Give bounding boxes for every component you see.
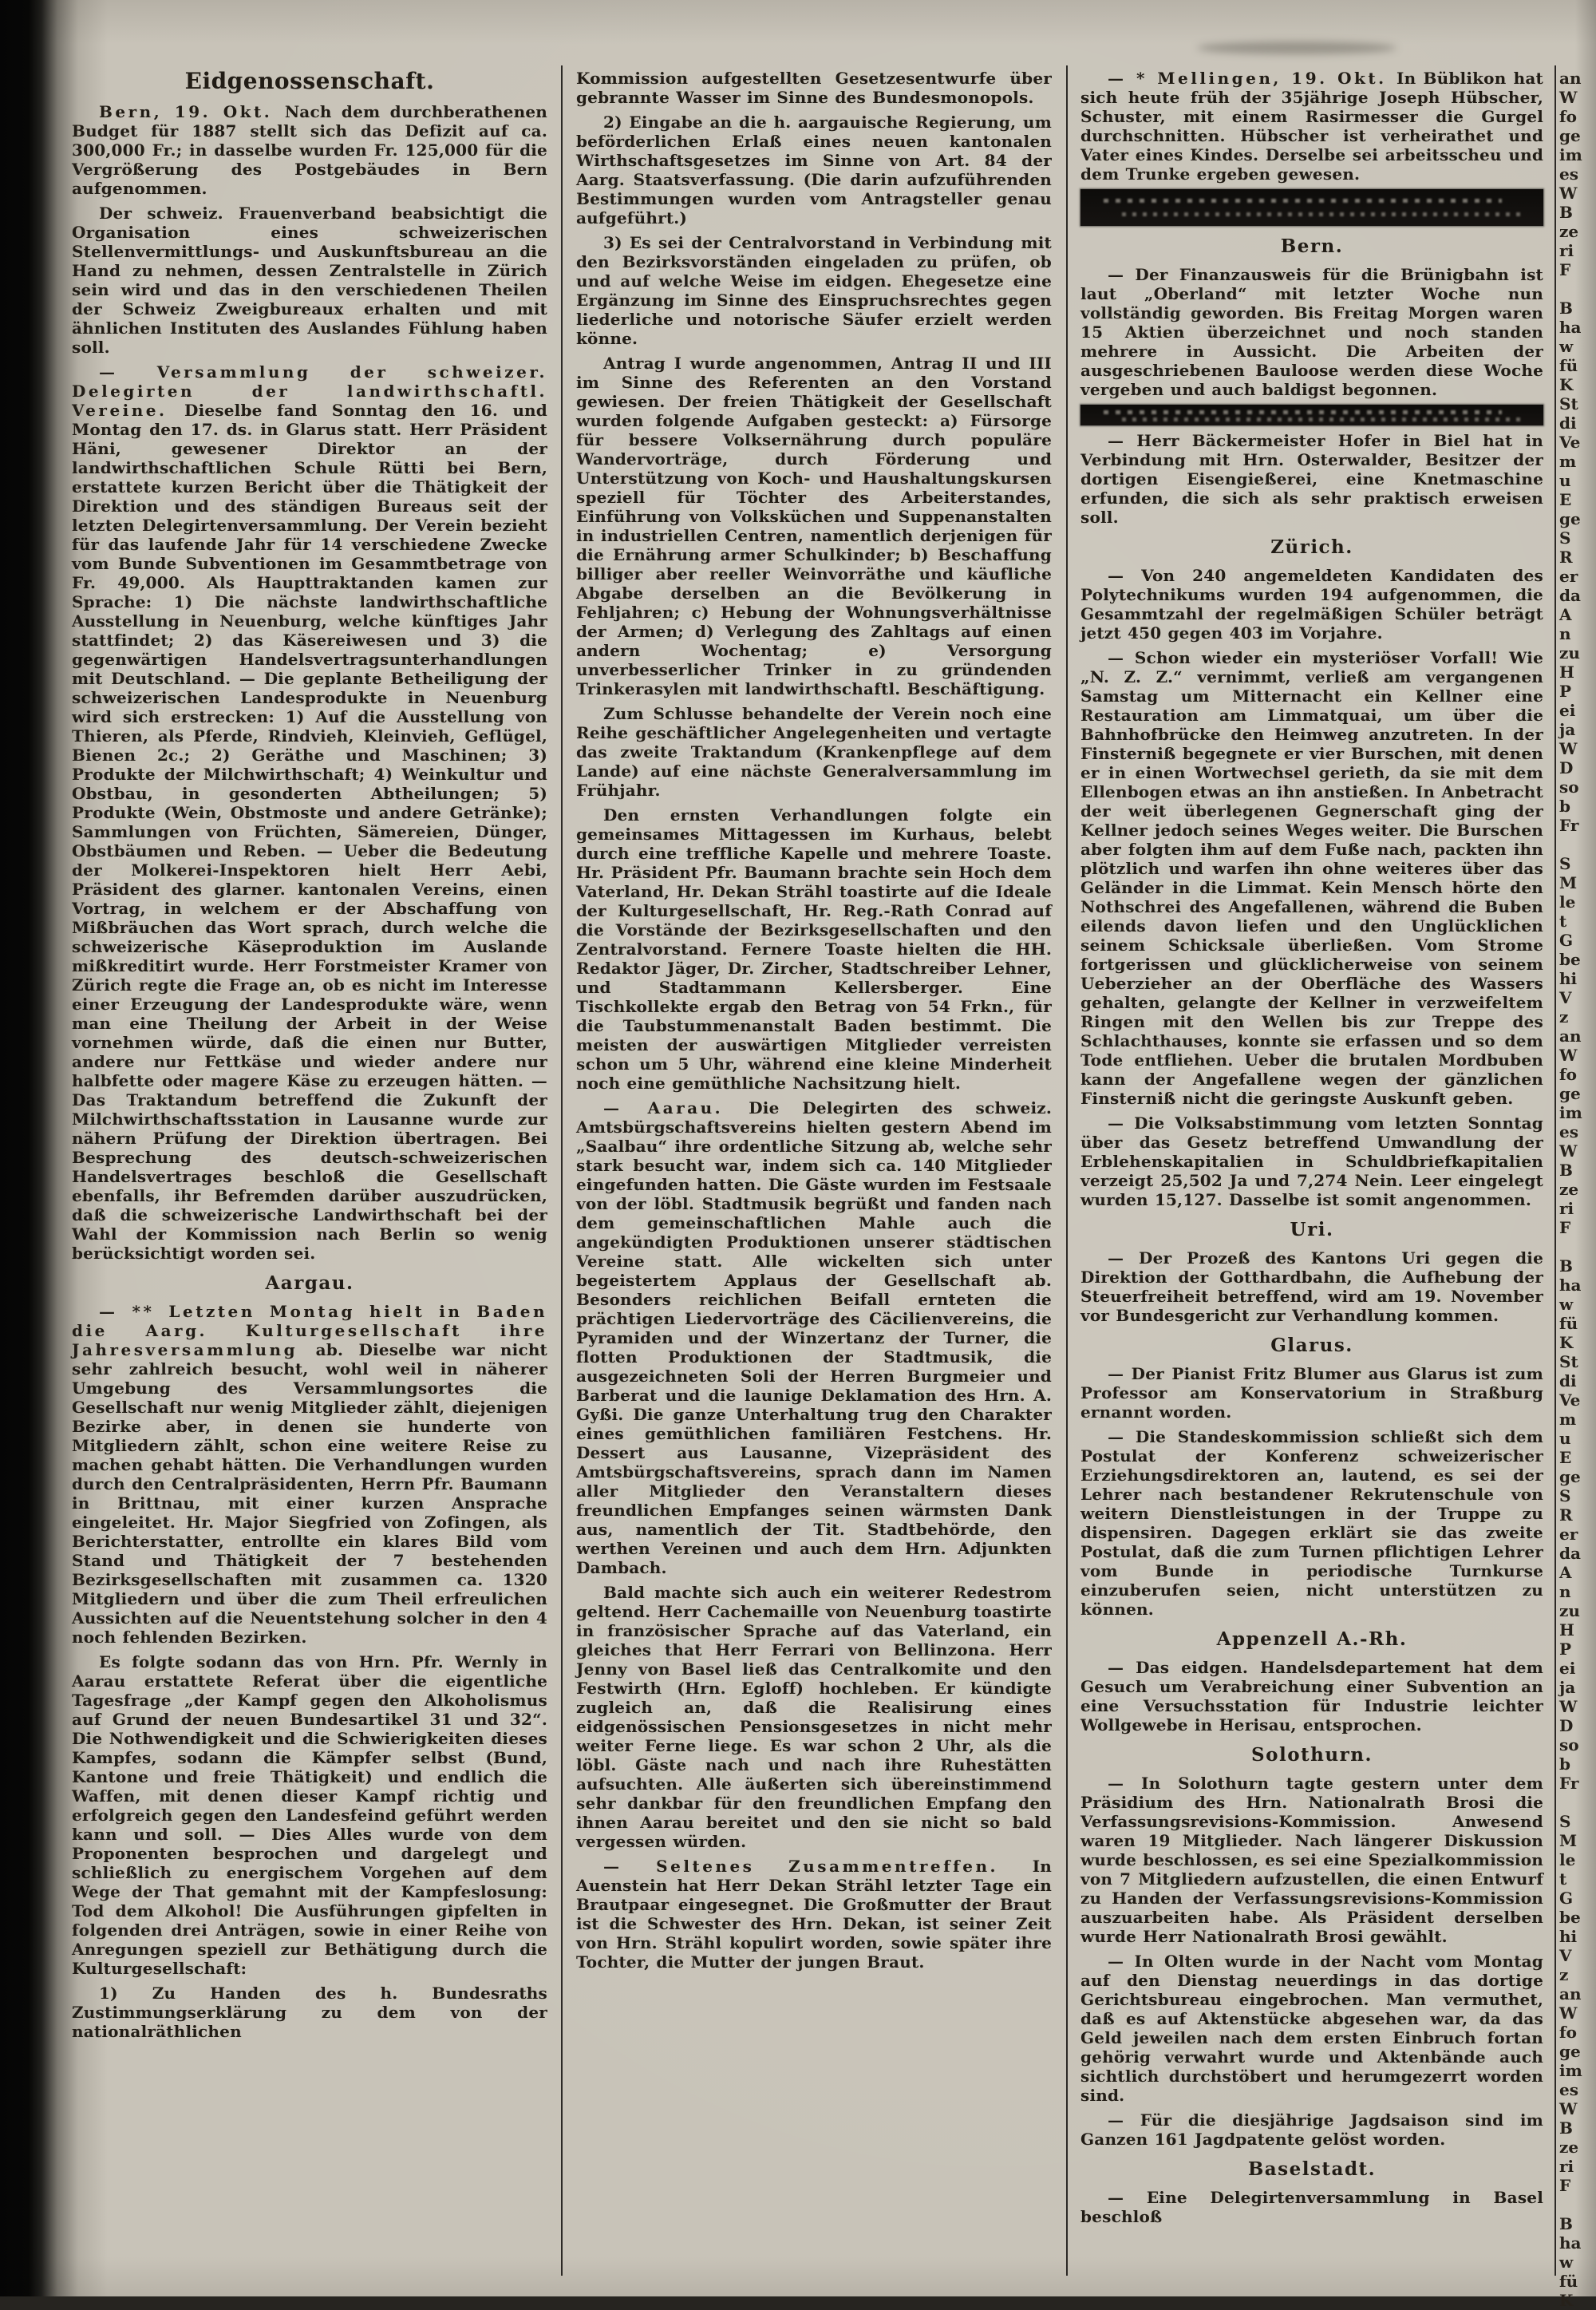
edge-text-fragment: t: [1559, 1869, 1567, 1889]
edge-text-fragment: B: [1559, 203, 1573, 222]
section-heading: Glarus.: [1270, 1335, 1353, 1356]
edge-text-fragment: F: [1559, 1218, 1571, 1237]
edge-text-fragment: A: [1559, 1563, 1572, 1582]
edge-text-fragment: le: [1559, 892, 1576, 912]
edge-text-fragment: ge: [1559, 1084, 1581, 1103]
edge-text-fragment: B: [1559, 2214, 1573, 2233]
edge-text-fragment: ze: [1559, 2138, 1579, 2157]
edge-text-fragment: m: [1559, 1410, 1577, 1429]
edge-text-fragment: Ve: [1559, 433, 1581, 452]
edge-text-fragment: es: [1559, 164, 1578, 184]
article-paragraph: Kommission aufgestellten Gesetzesentwurfe über gebrannte Wasser im Sinne des Bundesmonopols.: [576, 69, 1052, 107]
edge-text-fragment: B: [1559, 299, 1573, 318]
text-column-1: [72, 69, 547, 2047]
edge-text-fragment: Ve: [1559, 1390, 1581, 1410]
article-paragraph: — Herr Bäckermeister Hofer in Biel hat in Verbindung mit Hrn. Osterwalder, Besitzer der dortigen Eisengießerei, eine Knetmaschine erfunden, die sich als sehr praktisch erweisen soll.: [1080, 431, 1543, 527]
torn-edge-column: [1559, 69, 1596, 2310]
edge-text-fragment: da: [1559, 1544, 1581, 1563]
edge-text-fragment: V: [1559, 988, 1572, 1007]
edge-text-fragment: n: [1559, 624, 1571, 643]
edge-text-fragment: z: [1559, 1965, 1569, 1984]
edge-text-fragment: er: [1559, 567, 1578, 586]
edge-text-fragment: im: [1559, 1103, 1582, 1122]
edge-text-fragment: W: [1559, 739, 1578, 758]
edge-text-fragment: E: [1559, 1448, 1572, 1467]
edge-text-fragment: F: [1559, 260, 1571, 279]
edge-text-fragment: ja: [1559, 1678, 1576, 1697]
edge-text-fragment: fü: [1559, 356, 1578, 375]
edge-text-fragment: [1559, 1793, 1596, 1812]
edge-text-fragment: W: [1559, 2003, 1578, 2023]
section-heading: Uri.: [1290, 1219, 1334, 1240]
edge-text-fragment: fo: [1559, 2023, 1577, 2042]
edge-text-fragment: zu: [1559, 643, 1580, 663]
edge-text-fragment: fü: [1559, 2272, 1578, 2291]
edge-text-fragment: A: [1559, 605, 1572, 624]
edge-text-fragment: im: [1559, 145, 1582, 164]
edge-text-fragment: ge: [1559, 126, 1581, 145]
emphasized-lead: Bern, 19. Okt.: [99, 102, 285, 121]
edge-text-fragment: m: [1559, 452, 1577, 471]
edge-text-fragment: G: [1559, 1889, 1574, 1908]
edge-text-fragment: H: [1559, 663, 1574, 682]
edge-text-fragment: es: [1559, 2080, 1578, 2099]
edge-text-fragment: ha: [1559, 2233, 1582, 2253]
article-paragraph: — In Solothurn tagte gestern unter dem Präsidium des Hrn. Nationalrath Brosi die Verfassungsrevisions-Kommission. Anwesend waren 19 Mitglieder. Nach längerer Diskussion wurde beschlossen, es sei eine Spezialkommission von 7 Mitgliedern aufzustellen, die einen Entwurf zu Handen der Verfassungsrevisions-Kommission auszuarbeiten habe. Als Präsident derselben wurde Herr Nationalrath Brosi gewählt.: [1080, 1774, 1543, 1946]
edge-text-fragment: E: [1559, 490, 1572, 509]
edge-text-fragment: St: [1559, 394, 1578, 413]
edge-text-fragment: n: [1559, 1582, 1571, 1601]
article-paragraph: — * Mellingen, 19. Okt. In Büblikon hat sich heute früh der 35jährige Joseph Hübscher, Schuster, mit einem Rasirmesser die Gurgel durchschnitten. Hübscher ist verheirathet und Vater eines Kindes. Derselbe sei arbeitsscheu und dem Trunke ergeben gewesen.: [1080, 69, 1543, 184]
edge-text-fragment: zu: [1559, 1601, 1580, 1620]
emphasized-lead: — * Mellingen, 19. Okt.: [1108, 69, 1397, 88]
scan-artifact-band: [1080, 189, 1543, 226]
edge-text-fragment: D: [1559, 1716, 1574, 1735]
edge-text-fragment: P: [1559, 682, 1572, 701]
edge-text-fragment: hi: [1559, 969, 1578, 988]
edge-text-fragment: ja: [1559, 720, 1576, 739]
ink-smudge: [1197, 42, 1396, 54]
article-paragraph: — Für die diesjährige Jagdsaison sind im Ganzen 161 Jagdpatente gelöst worden.: [1080, 2110, 1543, 2149]
edge-text-fragment: W: [1559, 1697, 1578, 1716]
edge-text-fragment: im: [1559, 2061, 1582, 2080]
article-paragraph: Antrag I wurde angenommen, Antrag II und III im Sinne des Referenten an den Vorstand gewiesen. Der freien Thätigkeit der Gesellschaft wurden folgende Aufgaben gesteckt: a) Fürsorge für bessere Volksernährung durch populäre Wandervorträge, durch Förderung und Unterstützung von Koch- und Haushaltungskursen speziell für Töchter des Arbeiterstandes, Einführung von Volksküchen und Suppenanstalten in industriellen Centren, namentlich derjenigen für die Ernährung armer Schulkinder; b) Beschaffung billiger aber reeller Weinvorräthe und käufliche Abgabe derselben an die Bevölkerung in Fehljahren; c) Hebung der Wohnungsverhältnisse der Armen; d) Verlegung des Zahltags auf einen andern Wochentag; e) Versorgung unverbesserlicher Trinker in zu gründenden Trinkerasylen mit landwirthschaftl. Beschäftigung.: [576, 354, 1052, 698]
article-paragraph: — Seltenes Zusammentreffen. In Auenstein hat Herr Dekan Strähl letzter Tage ein Brautpaar eingesegnet. Die Großmutter der Braut ist die Schwester des Hrn. Dekan, ist seiner Zeit von Hrn. Strähl kopulirt worden, sowie später ihre Tochter, die Mutter der jungen Braut.: [576, 1857, 1052, 1972]
edge-text-fragment: B: [1559, 1161, 1573, 1180]
edge-text-fragment: da: [1559, 586, 1581, 605]
edge-text-fragment: S: [1559, 1486, 1571, 1505]
edge-text-fragment: Fr: [1559, 1774, 1579, 1793]
edge-text-fragment: er: [1559, 1525, 1578, 1544]
edge-text-fragment: W: [1559, 184, 1578, 203]
article-paragraph: 2) Eingabe an die h. aargauische Regierung, um beförderlichen Erlaß eines neuen kantonalen Wirthschaftsgesetzes im Sinne von Art. 84 der Aarg. Staatsverfassung. (Die darin aufzuführenden Bestimmungen wurden vom Antragsteller genau aufgeführt.): [576, 113, 1052, 227]
edge-text-fragment: K: [1559, 1333, 1574, 1352]
edge-text-fragment: V: [1559, 1946, 1572, 1965]
edge-text-fragment: [1559, 2195, 1596, 2214]
article-paragraph: 3) Es sei der Centralvorstand in Verbindung mit den Bezirksvorständen eingeladen zu prüfen, ob und auf welche Weise im eidgen. Ehegesetze eine Ergänzung im Sinne des Einspruchsrechtes gegen liederliche und notorische Säufer erzielt werden könne.: [576, 233, 1052, 348]
edge-text-fragment: K: [1559, 375, 1574, 394]
article-paragraph: 1) Zu Handen des h. Bundesraths Zustimmungserklärung zu dem von der nationalräthlichen: [72, 1984, 547, 2041]
emphasized-lead: — Seltenes Zusammentreffen.: [603, 1857, 1033, 1876]
edge-text-fragment: fo: [1559, 1065, 1577, 1084]
edge-text-fragment: fü: [1559, 1314, 1578, 1333]
article-paragraph: Zum Schlusse behandelte der Verein noch eine Reihe geschäftlicher Angelegenheiten und vertagte das zweite Traktandum (Krankenpflege auf dem Lande) auf eine nächste Generalversammlung im Frühjahr.: [576, 704, 1052, 800]
article-paragraph: — Schon wieder ein mysteriöser Vorfall! Wie „N. Z. Z.“ vernimmt, verließ am vergangenen Samstag um Mitternacht ein Kellner eine Restauration am Limmatquai, um über die Bahnhofbrücke den Heimweg anzutreten. In der Finsterniß begegnete er vier Burschen, mit denen er in einen Wortwechsel gerieth, da sie mit dem Ellenbogen etwas an ihn anstießen. In Anbetracht der weit überlegenen Gegnerschaft ging der Kellner jedoch seines Weges weiter. Die Burschen aber folgten ihm auf dem Fuße nach, packten ihn plötzlich und warfen ihn ohne weiteres über das Geländer in die Limmat. Kein Mensch hörte den Nothschrei des Angefallenen, während die Buben eilends davon liefen und den Unglücklichen seinem Schicksale überließen. Vom Strome fortgerissen und glücklicherweise von seinem Ueberzieher an der Oberfläche des Wassers gehalten, gelangte der Kellner in verzweifeltem Ringen mit den Wellen bis zur Treppe des Schlachthauses, konnte sie erfassen und so dem Tode entfliehen. Ueber die brutalen Mordbuben kann der Angefallene wegen der gänzlichen Finsterniß nicht die geringste Auskunft geben.: [1080, 648, 1543, 1108]
edge-text-fragment: ze: [1559, 222, 1579, 241]
edge-text-fragment: ei: [1559, 701, 1576, 720]
edge-text-fragment: ze: [1559, 1180, 1579, 1199]
edge-text-fragment: R: [1559, 1505, 1573, 1525]
edge-text-fragment: S: [1559, 1812, 1571, 1831]
edge-text-fragment: w: [1559, 1295, 1574, 1314]
edge-text-fragment: S: [1559, 528, 1571, 548]
edge-text-fragment: S: [1559, 854, 1571, 873]
article-paragraph: — Der Finanzausweis für die Brünigbahn ist laut „Oberland“ mit letzter Woche nun vollständig geworden. Bis Freitag Morgen waren 15 Aktien überzeichnet und noch standen mehrere in Aussicht. Die Arbeiten der ausgeschriebenen Bauloose werden diese Woche vergeben und auch baldigst begonnen.: [1080, 265, 1543, 399]
section-heading: Solothurn.: [1251, 1744, 1373, 1766]
edge-text-fragment: b: [1559, 1754, 1570, 1774]
edge-text-fragment: W: [1559, 1141, 1578, 1161]
section-heading: Bern.: [1280, 235, 1344, 257]
scan-artifact-band: [1080, 405, 1543, 425]
edge-text-fragment: ge: [1559, 2042, 1581, 2061]
edge-text-fragment: ha: [1559, 1276, 1582, 1295]
article-paragraph: — Eine Delegirtenversammlung in Basel beschloß: [1080, 2188, 1543, 2226]
edge-text-fragment: F: [1559, 2176, 1571, 2195]
edge-text-fragment: [1559, 1237, 1596, 1256]
edge-text-fragment: K: [1559, 2291, 1574, 2310]
edge-text-fragment: D: [1559, 758, 1574, 777]
article-paragraph: — Die Volksabstimmung vom letzten Sonntag über das Gesetz betreffend Umwandlung der Erblehenskapitalien in Schuldbriefkapitalien verzeigt 25,502 Ja und 7,274 Nein. Leer eingelegt wurden 15,127. Dasselbe ist somit angenommen.: [1080, 1113, 1543, 1209]
edge-text-fragment: es: [1559, 1122, 1578, 1141]
edge-text-fragment: R: [1559, 548, 1573, 567]
edge-text-fragment: W: [1559, 2099, 1578, 2118]
article-paragraph: Bern, 19. Okt. Nach dem durchberathenen Budget für 1887 stellt sich das Defizit auf ca. 300,000 Fr.; in dasselbe wurden Fr. 125,000 für die Vergrößerung des Postgebäudes in Bern aufgenommen.: [72, 102, 547, 198]
edge-text-fragment: W: [1559, 1046, 1578, 1065]
edge-text-fragment: G: [1559, 931, 1574, 950]
edge-text-fragment: ri: [1559, 1199, 1574, 1218]
article-paragraph: — ** Letzten Montag hielt in Baden die Aarg. Kulturgesellschaft ihre Jahresversammlung ab. Dieselbe war nicht sehr zahlreich besucht, wohl weil in näherer Umgebung des Versammlungsortes die Gesellschaft nur wenig Mitglieder zählt, diejenigen Bezirke aber, in denen sie hunderte von Mitgliedern zählt, schon eine weitere Reise zu machen gehabt hätten. Die Verhandlungen wurden durch den Centralpräsidenten, Herrn Pfr. Baumann in Brittnau, mit einer kurzen Ansprache eingeleitet. Hr. Major Siegfried von Zofingen, als Berichterstatter, entrollte ein klares Bild vom Stand und Thätigkeit der 7 bestehenden Bezirksgesellschaften mit zusammen ca. 1320 Mitgliedern und über die zum Theil erfreulichen Aussichten auf die Neuentstehung solcher in den 4 noch fehlenden Bezirken.: [72, 1302, 547, 1647]
edge-text-fragment: ha: [1559, 318, 1582, 337]
edge-text-fragment: M: [1559, 873, 1578, 892]
edge-text-fragment: di: [1559, 1371, 1577, 1390]
edge-text-fragment: ei: [1559, 1659, 1576, 1678]
article-paragraph: — In Olten wurde in der Nacht vom Montag auf den Dienstag neuerdings in das dortige Gerichtsbureau eingebrochen. Man vermuthet, daß es auf Aktenstücke abgesehen war, da das Geld jeweilen nach dem ersten Einbruch fortan gehörig verwahrt wurde und Aktenbände auch sichtlich durchstöbert und herumgezerrt worden sind.: [1080, 1952, 1543, 2105]
edge-text-fragment: [1559, 835, 1596, 854]
edge-text-fragment: [1559, 279, 1596, 299]
edge-text-fragment: B: [1559, 2118, 1573, 2138]
edge-text-fragment: M: [1559, 1831, 1578, 1850]
edge-text-fragment: t: [1559, 912, 1567, 931]
edge-text-fragment: ge: [1559, 509, 1581, 528]
article-paragraph: Der schweiz. Frauenverband beabsichtigt die Organisation eines schweizerischen Stellenvermittlungs- und Auskunftsbureau an die Hand zu nehmen, dessen Zentralstelle in Zürich sein wird und das in den verschiedenen Theilen der Schweiz Zweigbureaux erhalten und mit ähnlichen Instituten des Auslandes Fühlung haben soll.: [72, 204, 547, 357]
edge-text-fragment: le: [1559, 1850, 1576, 1869]
edge-text-fragment: be: [1559, 1908, 1581, 1927]
column-divider: [1555, 65, 1556, 2276]
edge-text-fragment: z: [1559, 1007, 1569, 1026]
text-column-2: [576, 69, 1052, 1977]
edge-text-fragment: P: [1559, 1640, 1572, 1659]
article-paragraph: — Der Pianist Fritz Blumer aus Glarus ist zum Professor am Konservatorium in Straßburg ernannt worden.: [1080, 1364, 1543, 1422]
section-heading: Zürich.: [1270, 536, 1353, 558]
edge-text-fragment: b: [1559, 797, 1570, 816]
emphasized-lead: — Versammlung der schweizer. Delegirten der landwirthschaftl. Vereine.: [72, 362, 547, 420]
article-paragraph: — Das eidgen. Handelsdepartement hat dem Gesuch um Verabreichung einer Subvention an eine Versuchsstation für Industrie leichter Wollgewebe in Herisau, entsprochen.: [1080, 1658, 1543, 1734]
edge-text-fragment: an: [1559, 69, 1582, 88]
edge-text-fragment: an: [1559, 1026, 1582, 1046]
section-heading: Baselstadt.: [1247, 2158, 1377, 2180]
edge-text-fragment: di: [1559, 413, 1577, 433]
article-paragraph: Es folgte sodann das von Hrn. Pfr. Wernly in Aarau erstattete Referat über die eigentliche Tagesfrage „der Kampf gegen den Alkoholismus auf Grund der neuen Bundesartikel 31 und 32“. Die Nothwendigkeit und die Schwierigkeiten dieses Kampfes, sodann die Kämpfer selbst (Bund, Kantone und freie Thätigkeit) und endlich die Waffen, mit denen dieser Kampf richtig und erfolgreich gegen den Landesfeind geführt werden kann und soll. — Dies Alles wurde von dem Proponenten besprochen und dargelegt und schließlich zu energischem Vorgehen auf dem Wege der That gemahnt mit der Kampfeslosung: Tod dem Alkohol! Die Ausführungen gipfelten in folgenden drei Anträgen, sowie in einer Reihe von Anregungen speziell zur Bethätigung durch die Kulturgesellschaft:: [72, 1652, 547, 1978]
section-heading: Aargau.: [265, 1272, 354, 1294]
edge-text-fragment: Fr: [1559, 816, 1579, 835]
article-paragraph: — Der Prozeß des Kantons Uri gegen die Direktion der Gotthardbahn, die Aufhebung der Steuerfreiheit betreffend, wird am 19. November vor Bundesgericht zur Verhandlung kommen.: [1080, 1248, 1543, 1325]
edge-text-fragment: ge: [1559, 1467, 1581, 1486]
edge-text-fragment: be: [1559, 950, 1581, 969]
edge-text-fragment: so: [1559, 1735, 1579, 1754]
article-paragraph: Bald machte sich auch ein weiterer Redestrom geltend. Herr Cachemaille von Neuenburg toastirte in französischer Sprache auf das Vaterland, ein gleiches that Herr Ferrari von Bellinzona. Herr Jenny von Basel ließ das Centralkomite und den Festwirth (Hrn. Egloff) hochleben. Er kündigte zugleich an, daß die Realisirung eines eidgenössischen Pensionsgesetzes in nicht mehr weiter Ferne liege. Es war schon 2 Uhr, als die löbl. Gäste nach und nach ihre Ruhestätten aufsuchten. Alle äußerten sich übereinstimmend sehr dankbar für den freundlichen Empfang den ihnen Aarau bereitet und den sie nicht so bald vergessen würden.: [576, 1583, 1052, 1851]
article-paragraph: — Die Standeskommission schließt sich dem Postulat der Konferenz schweizerischer Erziehungsdirektoren an, lautend, es sei der Lehrer nach bestandener Rekrutenschule von weitern Dienstleistungen in der Truppe zu dispensiren. Dagegen erklärt sie das zweite Postulat, daß die zum Turnen pflichtigen Lehrer vom Bunde in periodische Turnkurse einzuberufen seien, nicht unterstützen zu können.: [1080, 1427, 1543, 1619]
edge-text-fragment: fo: [1559, 107, 1577, 126]
emphasized-lead: — Aarau.: [603, 1098, 749, 1117]
edge-text-fragment: W: [1559, 88, 1578, 107]
section-heading: Eidgenossenschaft.: [184, 68, 435, 94]
edge-text-fragment: H: [1559, 1620, 1574, 1640]
edge-text-fragment: an: [1559, 1984, 1582, 2003]
article-paragraph: — Aarau. Die Delegirten des schweiz. Amtsbürgschaftsvereins hielten gestern Abend im „Saalbau“ ihre ordentliche Sitzung ab, welche sehr stark besucht war, indem sich ca. 140 Mitglieder eingefunden hatten. Die Gäste wurden im Festsaale von der löbl. Stadtmusik begrüßt und fanden nach dem gemeinschaftlichen Mahle auch die angekündigten Produktionen unserer städtischen Vereine statt. Alle wickelten sich unter begeistertem Applaus der Gesellschaft ab. Besonders reichlichen Beifall ernteten die prächtigen Liedervorträge des Cäcilienvereins, die Pyramiden und der Winzertanz der Turner, die flotten Produktionen der Stadtmusik, die ausgezeichneten Soli der Herren Burgmeier und Barberat und die launige Deklamation des Hrn. A. Gyßi. Die ganze Unterhaltung trug den Charakter eines gemüthlichen familiären Festchens. Hr. Dessert aus Lausanne, Vizepräsident des Amtsbürgschaftsvereins, sprach dann im Namen aller Mitglieder den Veranstaltern dieses freundlichen Empfanges seinen wärmsten Dank aus, namentlich der Tit. Stadtbehörde, den werthen Vereinen und auch dem Hrn. Adjunkten Dambach.: [576, 1098, 1052, 1577]
section-heading: Appenzell A.-Rh.: [1216, 1628, 1408, 1650]
edge-text-fragment: St: [1559, 1352, 1578, 1371]
article-paragraph: — Von 240 angemeldeten Kandidaten des Polytechnikums wurden 194 aufgenommen, die Gesammtzahl der regelmäßigen Schüler beträgt jetzt 450 gegen 403 im Vorjahre.: [1080, 566, 1543, 643]
column-divider: [1066, 65, 1068, 2276]
article-paragraph: — Versammlung der schweizer. Delegirten der landwirthschaftl. Vereine. Dieselbe fand Sonntag den 16. und Montag den 17. ds. in Glarus statt. Herr Präsident Häni, gewesener Direktor an der landwirthschaftlichen Schule Rütti bei Bern, erstattete kurzen Bericht über die Thätigkeit der Direktion und des ständigen Bureaus seit der letzten Delegirtenversammlung. Der Verein bezieht für das laufende Jahr für 14 verschiedene Zwecke vom Bunde Subventionen im Gesammtbetrage von Fr. 49,000. Als Haupttraktanden kamen zur Sprache: 1) Die nächste landwirthschaftliche Ausstellung in Neuenburg, welche künftiges Jahr stattfindet; 2) das Käsereiwesen und 3) die gegenwärtigen Handelsvertragsunterhandlungen mit Deutschland. — Die geplante Betheiligung der schweizerischen Landesprodukte in Neuenburg wird sich erstrecken: 1) Auf die Ausstellung von Thieren, als Pferde, Rindvieh, Kleinvieh, Geflügel, Bienen 2c.; 2) Geräthe und Maschinen; 3) Produkte der Milchwirthschaft; 4) Weinkultur und Obstbau, in gesonderten Abtheilungen; 5) Produkte (Wein, Obstmoste und andere Getränke); Sammlungen von Früchten, Sämereien, Dünger, Obstbäumen und Reben. — Ueber die Bedeutung der Molkerei-Inspektoren hielt Herr Aebi, Präsident des glarner. kantonalen Vereins, einen Vortrag, in welchem er der Abschaffung von Mißbräuchen das Wort sprach, durch welche die schweizerische Käseproduktion im Auslande mißkreditirt wurde. Herr Forstmeister Kramer von Zürich regte die Frage an, ob es nicht im Interesse einer Erzeugung der Landesprodukte wäre, wenn man eine Theilung der Arbeit in der Weise vornehmen würde, daß die einen nur Butter, andere nur Fettkäse und wieder andere nur halbfette oder magere Käse zu erzeugen hätten. — Das Traktandum betreffend die Zukunft der Milchwirthschaftsstation in Lausanne wurde zur nähern Prüfung der Direktion übertragen. Bei Besprechung des deutsch-schweizerischen Handelsvertrages beschloß die Gesellschaft ebenfalls, ihr Befremden darüber auszudrücken, daß die schweizerische Landwirthschaft bei der Wahl der Kommission nach Berlin so wenig berücksichtigt worden sei.: [72, 362, 547, 1263]
column-divider: [561, 65, 563, 2276]
edge-text-fragment: hi: [1559, 1927, 1578, 1946]
edge-text-fragment: ri: [1559, 241, 1574, 260]
article-paragraph: Den ernsten Verhandlungen folgte ein gemeinsames Mittagessen im Kurhaus, belebt durch eine treffliche Kapelle und mehrere Toaste. Hr. Präsident Pfr. Baumann brachte sein Hoch dem Vaterland, Hr. Dekan Strähl toastirte auf die Ideale der Kulturgesellschaft, Hr. Reg.-Rath Conrad auf die Vorstände der Bezirksgesellschaften und den Zentralvorstand. Fernere Toaste hielten die HH. Redaktor Jäger, Dr. Zircher, Stadtschreiber Lehner, und Stadtammann Kellersberger. Eine Tischkollekte ergab den Betrag von 54 Frkn., für die Taubstummenanstalt Baden bestimmt. Die meisten der auswärtigen Mitglieder verreisten schon um 5 Uhr, während eine kleine Minderheit noch eine gemüthliche Nachsitzung hielt.: [576, 805, 1052, 1093]
edge-text-fragment: u: [1559, 1429, 1571, 1448]
edge-text-fragment: u: [1559, 471, 1571, 490]
edge-text-fragment: w: [1559, 337, 1574, 356]
edge-text-fragment: w: [1559, 2253, 1574, 2272]
emphasized-lead: — ** Letzten Montag hielt in Baden die Aarg. Kulturgesellschaft ihre Jahresversammlung: [72, 1302, 547, 1359]
edge-text-fragment: ri: [1559, 2157, 1574, 2176]
text-column-3: [1080, 69, 1543, 2232]
edge-text-fragment: so: [1559, 777, 1579, 797]
edge-text-fragment: B: [1559, 1256, 1573, 1276]
